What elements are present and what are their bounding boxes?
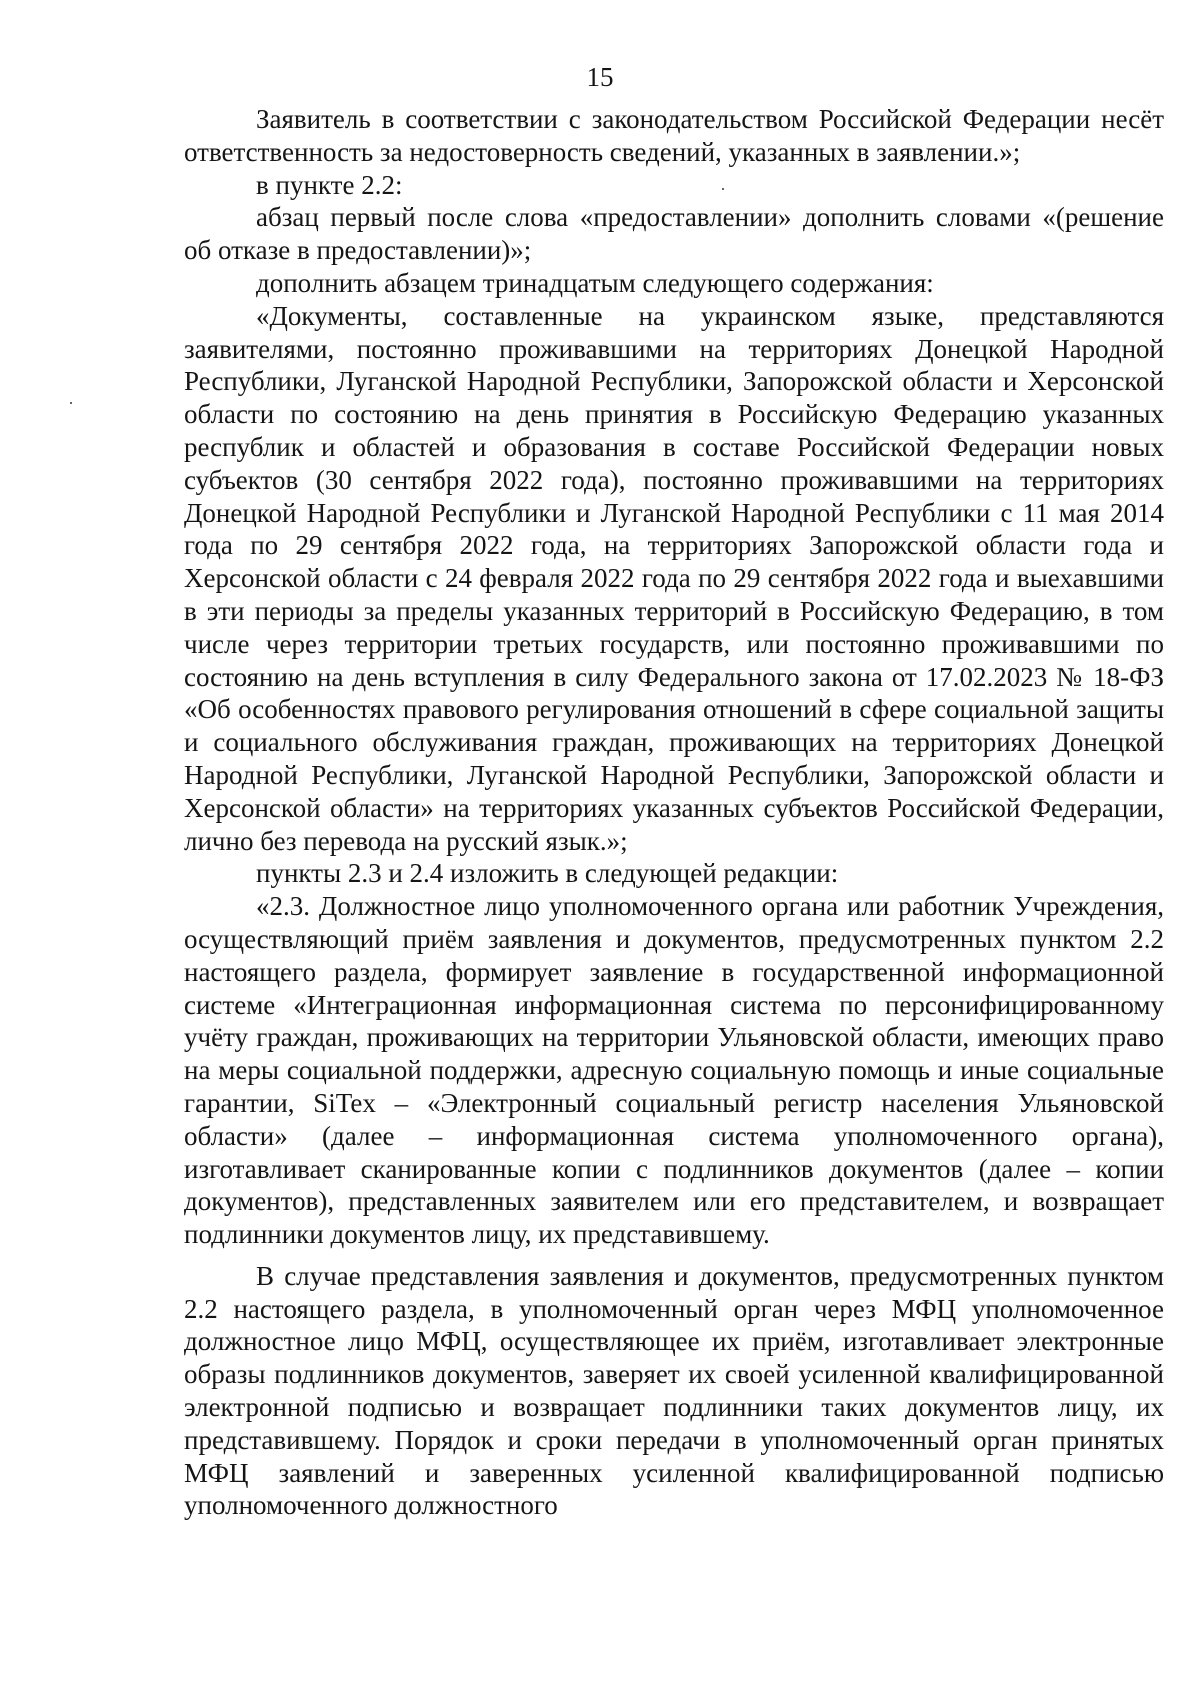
paragraph-ukrainian-documents: «Документы, составленные на украинском языке, представляются заявителями, постоянно проживавшими на территориях Донецкой Народной Республики, Луганской Народной Республики, Запорожской области и Херсонской области по состоянию на день принятия в Российскую Федерацию указанных республик и областей и образования в составе Российской Федерации новых субъектов (30 сентября 2022 года), постоянно проживавшими на территориях Донецкой Народной Республики и Луганской Народной Республики с 11 мая 2014 года по 29 сентября 2022 года, на территориях Запорожской области года и Херсонской области с 24 февраля 2022 года по 29 сентября 2022 года и выехавшими в эти периоды за пределы указанных территорий в Российскую Федерацию, в том числе через территории третьих государств, или постоянно проживавшими по состоянию на день вступления в силу Федерального закона от 17.02.2023 № 18-ФЗ «Об особенностях правового регулирования отношений в сфере социальной защиты и социального обслуживания граждан, проживающих на территориях Донецкой Народной Республики, Луганской Народной Республики, Запорожской области и Херсонской области» на территориях указанных субъектов Российской Федерации, лично без перевода на русский язык.»; (184, 300, 1164, 856)
paragraph-add-thirteenth-abzac: дополнить абзацем тринадцатым следующего содержания: (256, 267, 934, 298)
scan-speck (722, 188, 724, 190)
paragraph-point-2-2-heading: в пункте 2.2: (256, 169, 403, 200)
paragraph-first-abzac-amendment: абзац первый после слова «предоставлении» дополнить словами «(решение об отказе в предоставлении)»; (184, 202, 1164, 266)
paragraph-points-2-3-2-4: пункты 2.3 и 2.4 изложить в следующей редакции: (256, 858, 839, 889)
paragraph-applicant-responsibility: Заявитель в соответствии с законодательством Российской Федерации несёт ответственность за недостоверность сведений, указанных в заявлении.»; (184, 104, 1164, 167)
paragraph-mfc-submission: В случае представления заявления и документов, предусмотренных пунктом 2.2 настоящего раздела, в уполномоченный орган через МФЦ уполномоченное должностное лицо МФЦ, осуществляющее их приём, изготавливает электронные образы подлинников документов, заверяет их своей усиленной квалифицированной электронной подписью и возвращает подлинники таких документов лицу, их представившему. Порядок и сроки передачи в уполномоченный орган принятых МФЦ заявлений и заверенных усиленной квалифицированной подписью уполномоченного должностного (184, 1260, 1164, 1521)
document-body (184, 103, 1164, 1522)
scan-speck (70, 402, 72, 404)
page-number: 15 (586, 62, 614, 92)
paragraph-point-2-3: «2.3. Должностное лицо уполномоченного органа или работник Учреждения, осуществляющий приём заявления и документов, предусмотренных пунктом 2.2 настоящего раздела, формирует заявление в государственной информационной системе «Интеграционная информационная система по персонифицированному учёту граждан, проживающих на территории Ульяновской области, имеющих право на меры социальной поддержки, адресную социальную помощь и иные социальные гарантии, SiTex – «Электронный социальный регистр населения Ульяновской области» (далее – информационная система уполномоченного органа), изготавливает сканированные копии с подлинников документов (далее – копии документов), представленных заявителем или его представителем, и возвращает подлинники документов лицу, их представившему. (184, 891, 1164, 1250)
